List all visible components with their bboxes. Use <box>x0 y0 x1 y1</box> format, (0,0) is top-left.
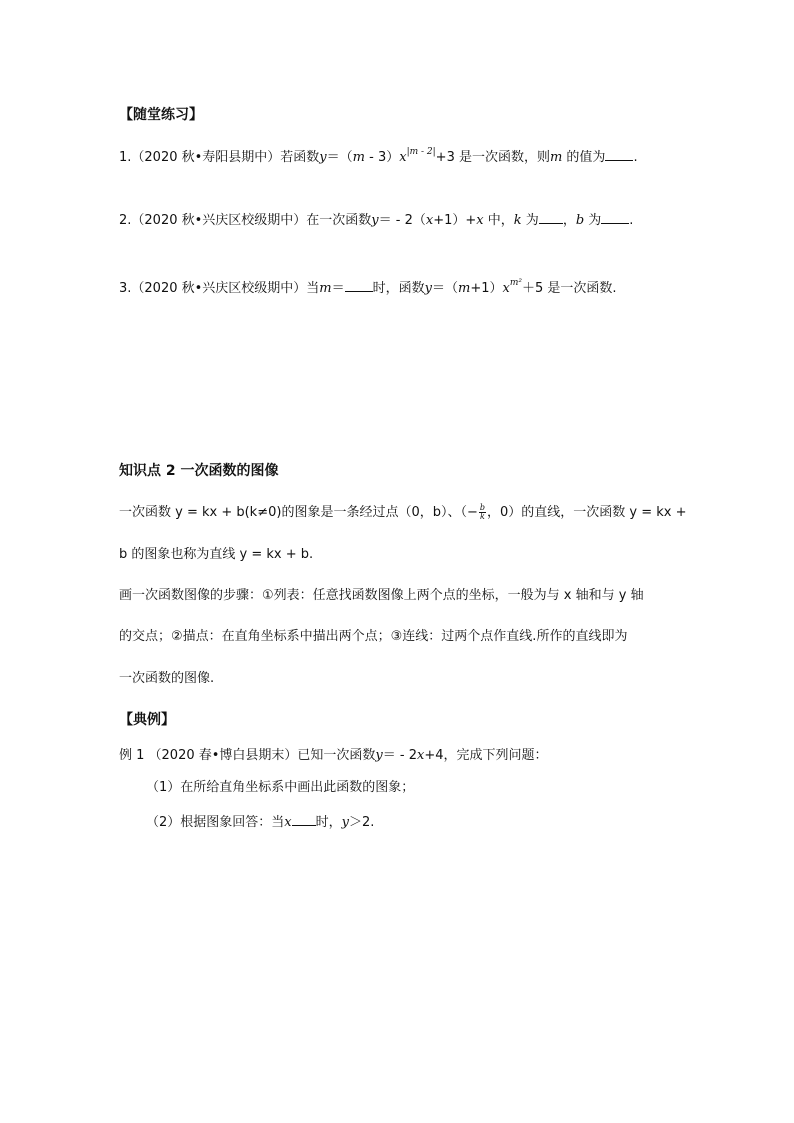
practice-question-1: 1.（2020 秋•寿阳县期中）若函数$y=(m - 3)x^{|m - 2|}+3$ 是一次函数，则m 的值为 . <box>119 147 638 165</box>
practice-question-2: 2.（2020 秋•兴庆区校级期中）在一次函数y＝ - 2（x+1）+x 中，k 为 ，b 为 . <box>119 209 633 230</box>
answer-blank[interactable] <box>292 811 316 826</box>
knowledge-paragraph-1-line-1: 一次函数 y = kx + b(k≠0)的图象是一条经过点（0，b）、（− $\frac{b}{k}$ ，0）的直线，一次函数 y = kx + <box>119 503 687 521</box>
knowledge-heading: 知识点 2 一次函数的图像 <box>119 463 279 479</box>
knowledge-paragraph-2-line-2: 的交点；②描点：在直角坐标系中描出两个点；③连线：过两个点作直线.所作的直线即为 <box>119 629 628 644</box>
knowledge-paragraph-2-line-1: 画一次函数图像的步骤：①列表：任意找函数图像上两个点的坐标，一般为与 x 轴和与 y 轴 <box>119 588 644 603</box>
example-1-subquestion-1: （1）在所给直角坐标系中画出此函数的图象； <box>146 780 415 795</box>
answer-blank[interactable] <box>345 277 373 292</box>
example-heading: 【典例】 <box>119 712 175 728</box>
knowledge-paragraph-2-line-3: 一次函数的图像. <box>119 671 215 686</box>
practice-heading: 【随堂练习】 <box>119 107 203 123</box>
answer-blank[interactable] <box>605 146 633 161</box>
example-1-subquestion-2: （2）根据图象回答：当x 时，y＞2. <box>146 811 374 832</box>
practice-question-3: 3.（2020 秋•兴庆区校级期中）当m＝ 时，函数$y=(m+1)x^{m^2}+5$ 是一次函数. <box>119 278 617 296</box>
fraction-b-over-k: $\frac{b}{k}$ <box>479 503 485 521</box>
answer-blank[interactable] <box>601 209 629 224</box>
example-1-stem: 例 1 （2020 春•博白县期末）已知一次函数y＝ - 2x+4，完成下列问题： <box>119 748 548 763</box>
answer-blank[interactable] <box>539 209 563 224</box>
knowledge-paragraph-1-line-2: b 的图象也称为直线 y = kx + b. <box>119 547 314 562</box>
